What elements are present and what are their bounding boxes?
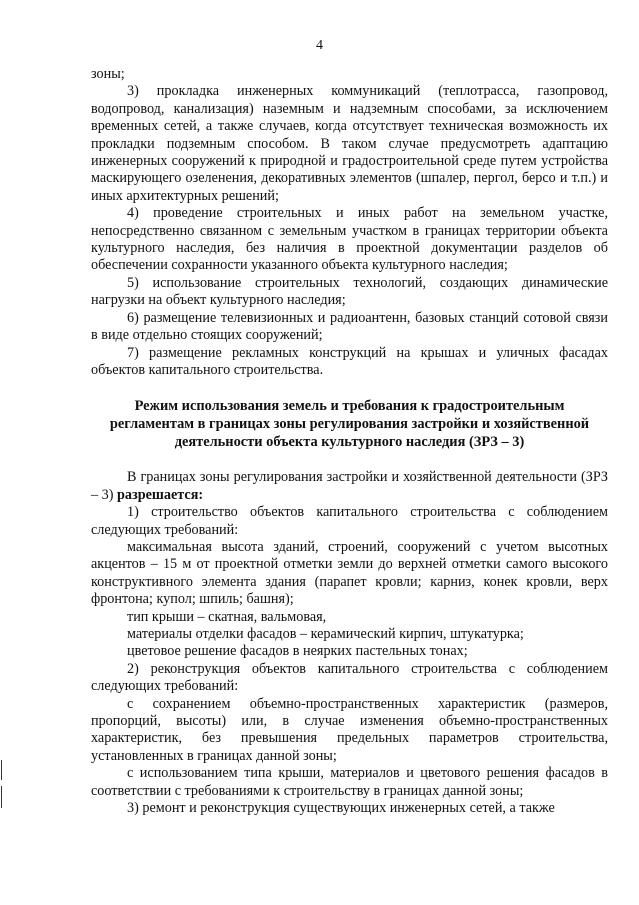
paragraph: 3) прокладка инженерных коммуникаций (теплотрасса, газопровод, водопровод, канализация) наземным и надземным способами, за исключением временных сетей, а также случаев, когда отсутствует техническая возможность их прокладки подземным способом. В таком случае предусмотреть адаптацию инженерных сооружений к природной и градостроительной среде путем устройства маскирующего озеленения, декоративных элементов (шпалер, пергол, берсо и т.п.) и иных архитектурных решений;: [91, 83, 608, 204]
paragraphs-after: [91, 504, 608, 817]
paragraph: с использованием типа крыши, материалов и цветового решения фасадов в соответствии с требованиями к строительству в границах данной зоны;: [91, 765, 608, 799]
heading-line: регламентам в границах зоны регулирования застройки и хозяйственной: [109, 416, 590, 433]
paragraph: с сохранением объемно-пространственных характеристик (размеров, пропорций, высоты) или, в случае изменения объемно-пространственных характеристик, без превышения предельных параметров строительства, установленных в границах данной зоны;: [91, 695, 608, 764]
paragraph: 4) проведение строительных и иных работ на земельном участке, непосредственно связанном с земельным участком в границах территории объекта культурного наследия, без наличия в проектной документации разделов об обеспечении сохранности указанного объекта культурного наследия;: [91, 205, 608, 274]
page-number: 4: [316, 38, 323, 53]
paragraph: зоны;: [91, 66, 125, 82]
scan-mark: [1, 786, 2, 808]
heading-line: Режим использования земель и требования к градостроительным: [134, 398, 565, 415]
paragraph: 3) ремонт и реконструкция существующих инженерных сетей, а также: [127, 800, 555, 817]
intro-paragraph: [91, 469, 608, 504]
paragraph: 5) использование строительных технологий, создающих динамические нагрузки на объект культурного наследия;: [91, 274, 608, 309]
section-heading: [91, 397, 608, 451]
paragraph: 7) размещение рекламных конструкций на крышах и уличных фасадах объектов капитального строительства.: [91, 344, 608, 378]
paragraph: 2) реконструкция объектов капитального строительства с соблюдением следующих требований:: [91, 660, 608, 695]
paragraph: цветовое решение фасадов в неярких пастельных тонах;: [127, 643, 468, 660]
paragraphs-before: [91, 66, 608, 379]
paragraph: 6) размещение телевизионных и радиоантенн, базовых станций сотовой связи в виде отдельно стоящих сооружений;: [91, 309, 608, 344]
intro-text: В границах зоны регулирования застройки и хозяйственной деятельности (ЗРЗ – 3): [91, 469, 608, 503]
paragraph: материалы отделки фасадов – керамический кирпич, штукатурка;: [127, 625, 524, 642]
paragraph: тип крыши – скатная, вальмовая,: [127, 608, 327, 625]
paragraph: 1) строительство объектов капитального строительства с соблюдением следующих требований:: [91, 504, 608, 538]
paragraph: максимальная высота зданий, строений, сооружений с учетом высотных акцентов – 15 м от проектной отметки земли до верхней отметки самого высокого конструктивного элемента здания (парапет кровли; карниз, конек кровли, верх фронтона; купол; шпиль; башня);: [91, 538, 608, 608]
scan-mark: [1, 760, 2, 780]
heading-line: деятельности объекта культурного наследия (ЗРЗ – 3): [174, 434, 525, 451]
scan-margin-marks: [0, 760, 4, 808]
document-body: [91, 66, 608, 817]
intro-bold: разрешается:: [117, 486, 204, 503]
